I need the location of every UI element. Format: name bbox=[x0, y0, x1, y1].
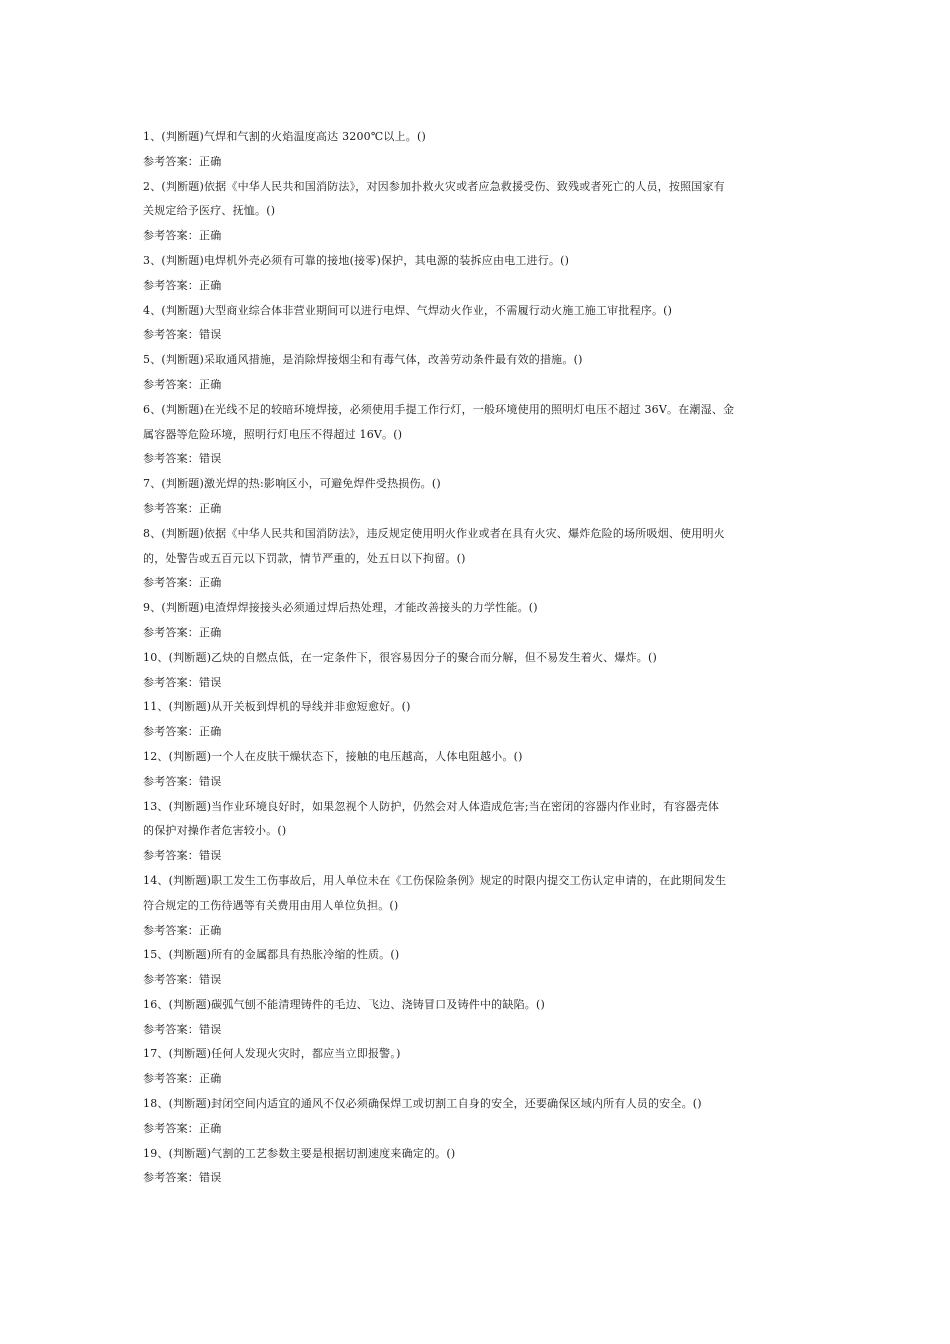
question-item bbox=[143, 398, 811, 472]
answer-line bbox=[143, 447, 811, 472]
answer-line bbox=[143, 770, 811, 795]
answer-line bbox=[143, 720, 811, 745]
question-text-line: 的保护对操作者危害较小。() bbox=[143, 824, 287, 838]
answer-label: 参考答案： bbox=[143, 1171, 199, 1185]
answer-label: 参考答案： bbox=[143, 452, 199, 466]
question-text-line: 5、(判断题)采取通风措施，是消除焊接烟尘和有毒气体，改善劳动条件最有效的措施。() bbox=[143, 353, 583, 367]
answer-line bbox=[143, 323, 811, 348]
answer-label: 参考答案： bbox=[143, 923, 199, 937]
answer-line bbox=[143, 671, 811, 696]
question-item bbox=[143, 125, 811, 175]
answer-line bbox=[143, 224, 811, 249]
question-list bbox=[143, 125, 811, 1191]
question-item bbox=[143, 299, 811, 349]
question-item bbox=[143, 522, 811, 596]
question-text-line: 14、(判断题)职工发生工伤事故后，用人单位未在《工伤保险条例》规定的时限内提交工伤认定申请的，在此期间发生 bbox=[143, 873, 727, 887]
question-text-line: 9、(判断题)电渣焊焊接接头必须通过焊后热处理，才能改善接头的力学性能。() bbox=[143, 601, 538, 615]
answer-label: 参考答案： bbox=[143, 229, 199, 243]
answer-label: 参考答案： bbox=[143, 725, 199, 739]
answer-value: 错误 bbox=[199, 1022, 222, 1036]
question-text-line: 8、(判断题)依据《中华人民共和国消防法》，违反规定使用明火作业或者在具有火灾、爆炸危险的场所吸烟、使用明火 bbox=[143, 526, 725, 540]
answer-value: 正确 bbox=[199, 923, 222, 937]
answer-value: 错误 bbox=[199, 774, 222, 788]
question-text-line: 16、(判断题)碳弧气刨不能清理铸件的毛边、飞边、浇铸冒口及铸件中的缺陷。() bbox=[143, 997, 545, 1011]
question-text-line: 13、(判断题)当作业环境良好时，如果忽视个人防护，仍然会对人体造成危害;当在密闭的容器内作业时，有容器壳体 bbox=[143, 799, 720, 813]
question-text-line: 12、(判断题)一个人在皮肤干燥状态下，接触的电压越高，人体电阻越小。() bbox=[143, 749, 523, 763]
answer-line bbox=[143, 621, 811, 646]
answer-line bbox=[143, 1166, 811, 1191]
answer-value: 正确 bbox=[199, 377, 222, 391]
answer-value: 正确 bbox=[199, 725, 222, 739]
answer-value: 正确 bbox=[199, 501, 222, 515]
answer-label: 参考答案： bbox=[143, 501, 199, 515]
question-item bbox=[143, 795, 811, 869]
question-item bbox=[143, 175, 811, 249]
answer-label: 参考答案： bbox=[143, 377, 199, 391]
question-item bbox=[143, 348, 811, 398]
question-text-line: 属容器等危险环境，照明行灯电压不得超过 16V。() bbox=[143, 427, 403, 441]
answer-line bbox=[143, 968, 811, 993]
question-text-line: 的，处警告或五百元以下罚款，情节严重的，处五日以下拘留。() bbox=[143, 551, 466, 565]
answer-label: 参考答案： bbox=[143, 1121, 199, 1135]
answer-value: 错误 bbox=[199, 973, 222, 987]
answer-line bbox=[143, 1067, 811, 1092]
question-item bbox=[143, 1092, 811, 1142]
answer-line bbox=[143, 844, 811, 869]
question-item bbox=[143, 1042, 811, 1092]
question-text-line: 10、(判断题)乙炔的自燃点低，在一定条件下，很容易因分子的聚合而分解，但不易发生着火、爆炸。() bbox=[143, 650, 657, 664]
answer-label: 参考答案： bbox=[143, 1022, 199, 1036]
answer-value: 正确 bbox=[199, 154, 222, 168]
question-item bbox=[143, 646, 811, 696]
question-text-line: 2、(判断题)依据《中华人民共和国消防法》，对因参加扑救火灾或者应急救援受伤、致残或者死亡的人员，按照国家有 bbox=[143, 179, 725, 193]
question-text-line: 7、(判断题)激光焊的热:影响区小，可避免焊件受热损伤。() bbox=[143, 477, 441, 491]
question-text-line: 15、(判断题)所有的金属都具有热胀冷缩的性质。() bbox=[143, 948, 400, 962]
answer-label: 参考答案： bbox=[143, 328, 199, 342]
answer-line bbox=[143, 497, 811, 522]
question-text-line: 6、(判断题)在光线不足的较暗环境焊接，必须使用手提工作行灯，一般环境使用的照明灯电压不超过 36V。在潮湿、金 bbox=[143, 402, 735, 416]
answer-label: 参考答案： bbox=[143, 973, 199, 987]
question-text-line: 18、(判断题)封闭空间内适宜的通风不仅必须确保焊工或切割工自身的安全，还要确保区域内所有人员的安全。() bbox=[143, 1097, 702, 1111]
question-item bbox=[143, 1142, 811, 1192]
answer-value: 错误 bbox=[199, 675, 222, 689]
answer-value: 错误 bbox=[199, 452, 222, 466]
answer-value: 正确 bbox=[199, 278, 222, 292]
answer-value: 正确 bbox=[199, 576, 222, 590]
answer-line bbox=[143, 919, 811, 944]
question-item bbox=[143, 695, 811, 745]
question-item bbox=[143, 993, 811, 1043]
question-item bbox=[143, 745, 811, 795]
answer-line bbox=[143, 1018, 811, 1043]
question-item bbox=[143, 869, 811, 943]
answer-line bbox=[143, 274, 811, 299]
question-text-line: 11、(判断题)从开关板到焊机的导线并非愈短愈好。() bbox=[143, 700, 411, 714]
answer-label: 参考答案： bbox=[143, 625, 199, 639]
question-text-line: 关规定给予医疗、抚恤。() bbox=[143, 204, 276, 218]
answer-label: 参考答案： bbox=[143, 576, 199, 590]
question-item bbox=[143, 249, 811, 299]
question-text-line: 1、(判断题)气焊和气割的火焰温度高达 3200℃以上。() bbox=[143, 130, 426, 143]
answer-label: 参考答案： bbox=[143, 278, 199, 292]
answer-line bbox=[143, 571, 811, 596]
answer-line bbox=[143, 150, 811, 175]
answer-label: 参考答案： bbox=[143, 1072, 199, 1086]
question-text-line: 符合规定的工伤待遇等有关费用由用人单位负担。() bbox=[143, 898, 399, 912]
answer-value: 错误 bbox=[199, 1171, 222, 1185]
question-text-line: 4、(判断题)大型商业综合体非营业期间可以进行电焊、气焊动火作业，不需履行动火施工施工审批程序。() bbox=[143, 303, 673, 317]
question-item bbox=[143, 943, 811, 993]
question-item bbox=[143, 472, 811, 522]
answer-value: 错误 bbox=[199, 328, 222, 342]
answer-value: 错误 bbox=[199, 849, 222, 863]
answer-label: 参考答案： bbox=[143, 154, 199, 168]
answer-label: 参考答案： bbox=[143, 774, 199, 788]
question-text-line: 3、(判断题)电焊机外壳必须有可靠的接地(接零)保护，其电源的装拆应由电工进行。() bbox=[143, 253, 570, 267]
question-item bbox=[143, 596, 811, 646]
answer-label: 参考答案： bbox=[143, 675, 199, 689]
answer-value: 正确 bbox=[199, 1072, 222, 1086]
answer-value: 正确 bbox=[199, 229, 222, 243]
answer-line bbox=[143, 373, 811, 398]
question-text-line: 19、(判断题)气割的工艺参数主要是根据切割速度来确定的。() bbox=[143, 1146, 456, 1160]
answer-line bbox=[143, 1117, 811, 1142]
answer-value: 正确 bbox=[199, 625, 222, 639]
question-text-line: 17、(判断题)任何人发现火灾时，都应当立即报警。) bbox=[143, 1047, 401, 1061]
answer-label: 参考答案： bbox=[143, 849, 199, 863]
answer-value: 正确 bbox=[199, 1121, 222, 1135]
